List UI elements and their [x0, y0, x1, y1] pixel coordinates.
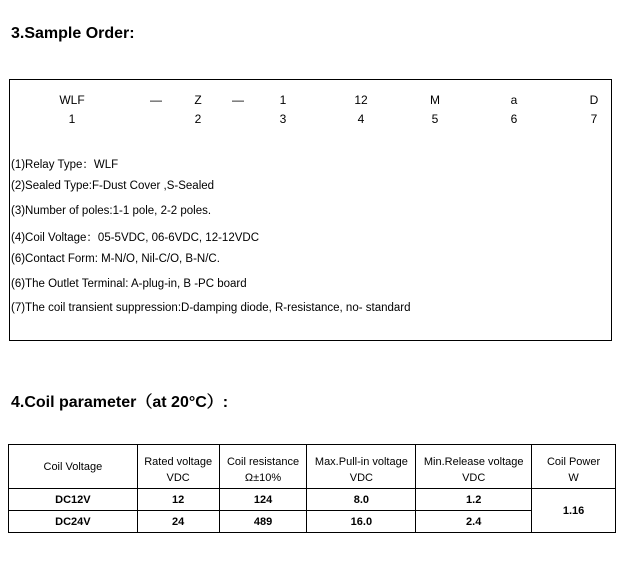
code-z: Z: [194, 93, 202, 107]
index-3: 3: [279, 112, 287, 126]
line-transient-suppression: (7)The coil transient suppression:D-damping diode, R-resistance, no- standard: [11, 302, 411, 314]
index-2: 2: [194, 112, 202, 126]
section-title-coil-parameter: 4.Coil parameter（at 20°C）:: [11, 394, 229, 411]
line-sealed-type: (2)Sealed Type:F-Dust Cover ,S-Sealed: [11, 180, 215, 192]
table-row: [9, 489, 616, 511]
header-coil-voltage: Coil Voltage: [9, 445, 138, 489]
cell-min-release-voltage: 2.4: [416, 511, 532, 533]
table-header-row: [9, 445, 616, 469]
unit-min-release-voltage: VDC: [416, 468, 532, 489]
table-row: [9, 511, 616, 533]
code-terminal: a: [510, 93, 518, 107]
unit-max-pullin-voltage: VDC: [307, 468, 416, 489]
cell-coil-power: 1.16: [532, 489, 616, 533]
code-contact: M: [430, 93, 440, 107]
code-suppression: D: [589, 93, 599, 107]
code-dash-1: —: [150, 93, 162, 107]
code-poles: 1: [279, 93, 287, 107]
header-rated-voltage: Rated voltage: [137, 445, 219, 469]
line-outlet-terminal: (6)The Outlet Terminal: A-plug-in, B -PC board: [11, 278, 247, 290]
section-title-sample-order: 3.Sample Order:: [11, 25, 135, 42]
coil-parameter-table: [8, 444, 616, 533]
code-dash-2: —: [232, 93, 244, 107]
cell-rated-voltage: 24: [137, 511, 219, 533]
header-coil-power: Coil Power: [532, 445, 616, 469]
code-voltage: 12: [354, 93, 368, 107]
header-max-pullin-voltage: Max.Pull-in voltage: [307, 445, 416, 469]
line-coil-voltage: (4)Coil Voltage：05-5VDC, 06-6VDC, 12-12VDC: [11, 232, 259, 244]
cell-rated-voltage: 12: [137, 489, 219, 511]
cell-max-pullin-voltage: 16.0: [307, 511, 416, 533]
index-4: 4: [357, 112, 365, 126]
line-number-of-poles: (3)Number of poles:1-1 pole, 2-2 poles.: [11, 205, 212, 217]
cell-min-release-voltage: 1.2: [416, 489, 532, 511]
index-6: 6: [510, 112, 518, 126]
header-min-release-voltage: Min.Release voltage: [416, 445, 532, 469]
cell-coil-voltage: DC24V: [9, 511, 138, 533]
header-coil-resistance: Coil resistance: [219, 445, 307, 469]
cell-coil-resistance: 124: [219, 489, 307, 511]
index-1: 1: [68, 112, 76, 126]
line-contact-form: (6)Contact Form: M-N/O, Nil-C/O, B-N/C.: [11, 253, 220, 265]
sample-order-box: [9, 79, 612, 341]
index-5: 5: [431, 112, 439, 126]
index-7: 7: [590, 112, 598, 126]
cell-coil-resistance: 489: [219, 511, 307, 533]
unit-rated-voltage: VDC: [137, 468, 219, 489]
code-wlf: WLF: [59, 93, 85, 107]
unit-coil-power: W: [532, 468, 616, 489]
cell-max-pullin-voltage: 8.0: [307, 489, 416, 511]
line-relay-type: (1)Relay Type：WLF: [11, 159, 119, 171]
unit-coil-resistance: Ω±10%: [219, 468, 307, 489]
cell-coil-voltage: DC12V: [9, 489, 138, 511]
